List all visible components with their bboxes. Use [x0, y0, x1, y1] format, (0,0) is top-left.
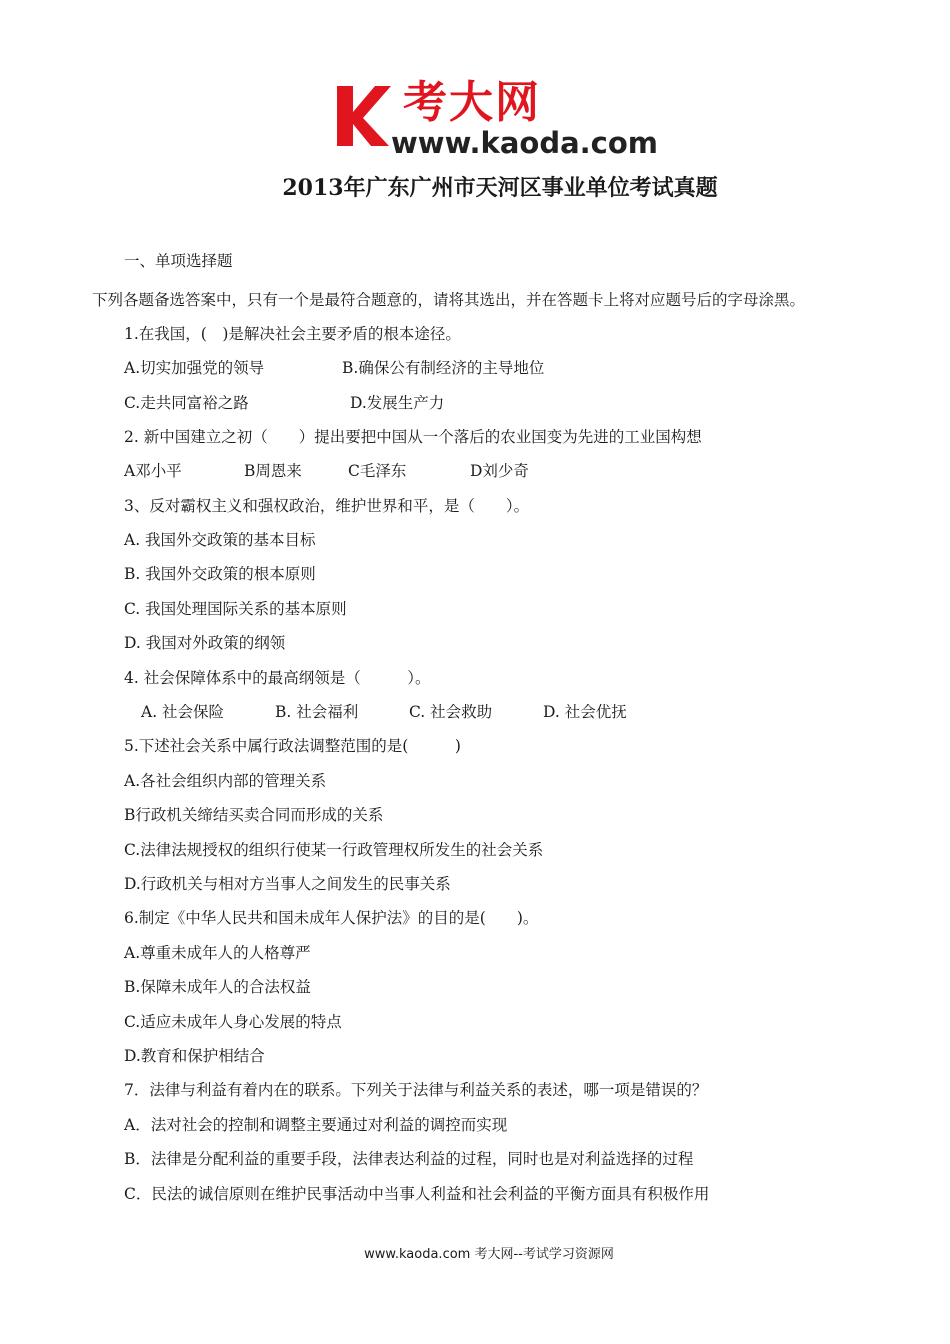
- q2-option-c: C毛泽东: [348, 462, 407, 480]
- logo-url-text: www.kaoda.com: [391, 126, 658, 160]
- question-3: 3、反对霸权主义和强权政治，维护世界和平，是（ ）。: [124, 497, 530, 515]
- q5-option-c: C.法律法规授权的组织行使某一行政管理权所发生的社会关系: [124, 841, 544, 859]
- q1-option-a: A.切实加强党的领导: [124, 359, 265, 377]
- q3-option-c: C. 我国处理国际关系的基本原则: [124, 600, 347, 618]
- q5-option-a: A.各社会组织内部的管理关系: [124, 772, 327, 790]
- question-1: 1.在我国，( )是解决社会主要矛盾的根本途径。: [124, 325, 461, 343]
- instruction-text: 下列各题备选答案中，只有一个是最符合题意的，请将其选出，并在答题卡上将对应题号后的字母涂黑。: [92, 291, 806, 309]
- question-2: 2. 新中国建立之初（ ）提出要把中国从一个落后的农业国变为先进的工业国构想: [124, 428, 702, 446]
- question-7: 7．法律与利益有着内在的联系。下列关于法律与利益关系的表述，哪一项是错误的？: [124, 1081, 708, 1099]
- question-5: 5.下述社会关系中属行政法调整范围的是( ): [124, 737, 461, 755]
- kaoda-logo: [333, 77, 658, 160]
- q1-option-b: B.确保公有制经济的主导地位: [342, 359, 545, 377]
- k-logo-icon: [333, 84, 393, 148]
- logo-brand-text: 考大网: [403, 77, 541, 128]
- q4-option-a: A. 社会保险: [141, 703, 225, 721]
- q4-option-c: C. 社会救助: [409, 703, 493, 721]
- question-4: 4. 社会保障体系中的最高纲领是（ ）。: [124, 669, 431, 687]
- q2-option-a: A邓小平: [124, 462, 182, 480]
- q2-option-b: B周恩来: [244, 462, 302, 480]
- q7-option-b: B．法律是分配利益的重要手段，法律表达利益的过程，同时也是对利益选择的过程: [124, 1150, 694, 1168]
- q5-option-b: B行政机关缔结买卖合同而形成的关系: [124, 806, 384, 824]
- q1-option-c: C.走共同富裕之路: [124, 394, 249, 412]
- page-footer: www.kaoda.com 考大网--考试学习资源网: [364, 1247, 614, 1262]
- q6-option-b: B.保障未成年人的合法权益: [124, 978, 311, 996]
- q4-option-b: B. 社会福利: [275, 703, 359, 721]
- q6-option-d: D.教育和保护相结合: [124, 1047, 265, 1065]
- q1-option-d: D.发展生产力: [350, 394, 445, 412]
- q7-option-a: A．法对社会的控制和调整主要通过对利益的调控而实现: [124, 1116, 508, 1134]
- q3-option-a: A. 我国外交政策的基本目标: [124, 531, 316, 549]
- q6-option-c: C.适应未成年人身心发展的特点: [124, 1013, 342, 1031]
- question-6: 6.制定《中华人民共和国未成年人保护法》的目的是( )。: [124, 909, 539, 927]
- q5-option-d: D.行政机关与相对方当事人之间发生的民事关系: [124, 875, 451, 893]
- q3-option-b: B. 我国外交政策的根本原则: [124, 565, 316, 583]
- q3-option-d: D. 我国对外政策的纲领: [124, 634, 286, 652]
- q2-option-d: D刘少奇: [470, 462, 529, 480]
- q4-option-d: D. 社会优抚: [543, 703, 627, 721]
- q7-option-c: C．民法的诚信原则在维护民事活动中当事人利益和社会利益的平衡方面具有积极作用: [124, 1185, 710, 1203]
- document-title: 2013年广东广州市天河区事业单位考试真题: [282, 175, 718, 201]
- q6-option-a: A.尊重未成年人的人格尊严: [124, 944, 311, 962]
- section-heading: 一、单项选择题: [124, 252, 233, 270]
